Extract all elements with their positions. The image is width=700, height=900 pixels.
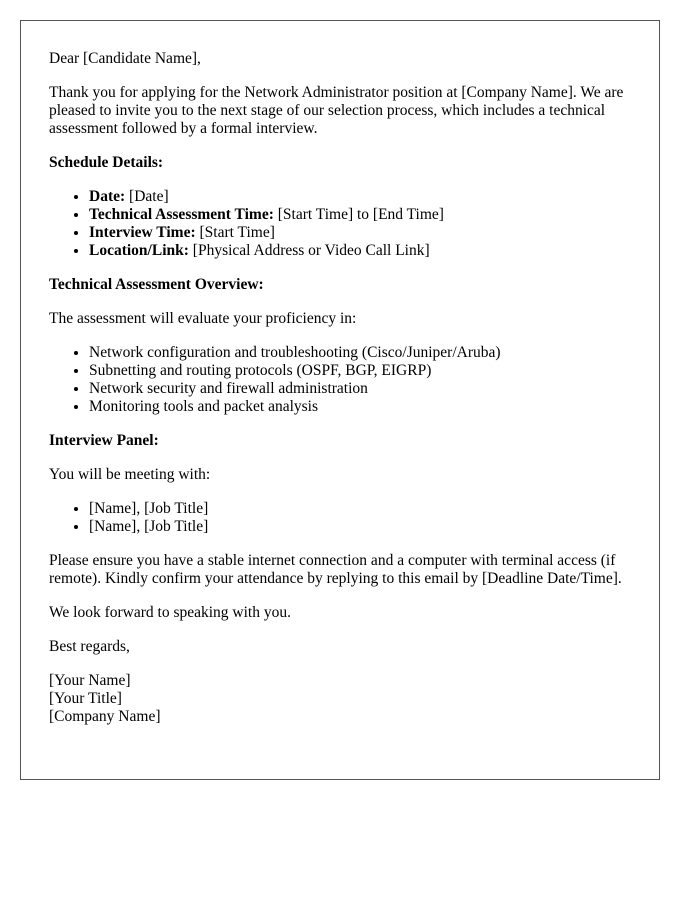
schedule-heading-text: Schedule Details: xyxy=(49,154,164,171)
instructions-paragraph: Please ensure you have a stable internet connection and a computer with terminal access (if remote). Kindly confirm your attendance by replying to this email by [Deadline Date/Time]. xyxy=(49,552,622,587)
signature-company: [Company Name] xyxy=(49,708,161,725)
intro-paragraph: Thank you for applying for the Network Administrator position at [Company Name]. We are pleased to invite you to the next stage of our selection process, which includes a technical assessment followed by a formal interview. xyxy=(49,84,624,137)
letter-container xyxy=(20,20,660,780)
assessment-intro: The assessment will evaluate your proficiency in: xyxy=(49,310,357,327)
schedule-item-label: Location/Link: xyxy=(89,242,189,259)
list-item: • [Name], [Job Title] xyxy=(89,518,631,536)
schedule-item-label: Date: xyxy=(89,188,126,205)
signature-block xyxy=(49,672,631,726)
schedule-item-label: Interview Time: xyxy=(89,224,196,241)
schedule-item-value: [Start Time] xyxy=(195,224,275,241)
schedule-item-value: [Date] xyxy=(125,188,169,205)
salutation: Dear [Candidate Name], xyxy=(49,50,201,67)
panel-heading xyxy=(49,432,631,450)
closing-line: We look forward to speaking with you. xyxy=(49,604,291,621)
list-item: • Subnetting and routing protocols (OSPF, BGP, EIGRP) xyxy=(89,362,631,380)
list-item: • Monitoring tools and packet analysis xyxy=(89,398,631,416)
list-item: • Network security and firewall administration xyxy=(89,380,631,398)
panel-list xyxy=(49,500,631,536)
assessment-heading-text: Technical Assessment Overview: xyxy=(49,276,264,293)
schedule-item-value: [Start Time] to [End Time] xyxy=(273,206,444,223)
sign-off: Best regards, xyxy=(49,638,130,655)
schedule-item-interview-time xyxy=(89,224,631,242)
list-item: • Network configuration and troubleshooting (Cisco/Juniper/Aruba) xyxy=(89,344,631,362)
schedule-list xyxy=(49,188,631,260)
assessment-list xyxy=(49,344,631,416)
panel-heading-text: Interview Panel: xyxy=(49,432,159,449)
signature-title: [Your Title] xyxy=(49,690,122,707)
signature-name: [Your Name] xyxy=(49,672,131,689)
panel-intro: You will be meeting with: xyxy=(49,466,211,483)
schedule-item-label: Technical Assessment Time: xyxy=(89,206,274,223)
list-item: • [Name], [Job Title] xyxy=(89,500,631,518)
schedule-item-location xyxy=(89,242,631,260)
schedule-item-assessment-time xyxy=(89,206,631,224)
schedule-item-date xyxy=(89,188,631,206)
schedule-heading xyxy=(49,154,631,172)
schedule-item-value: [Physical Address or Video Call Link] xyxy=(188,242,430,259)
assessment-heading xyxy=(49,276,631,294)
